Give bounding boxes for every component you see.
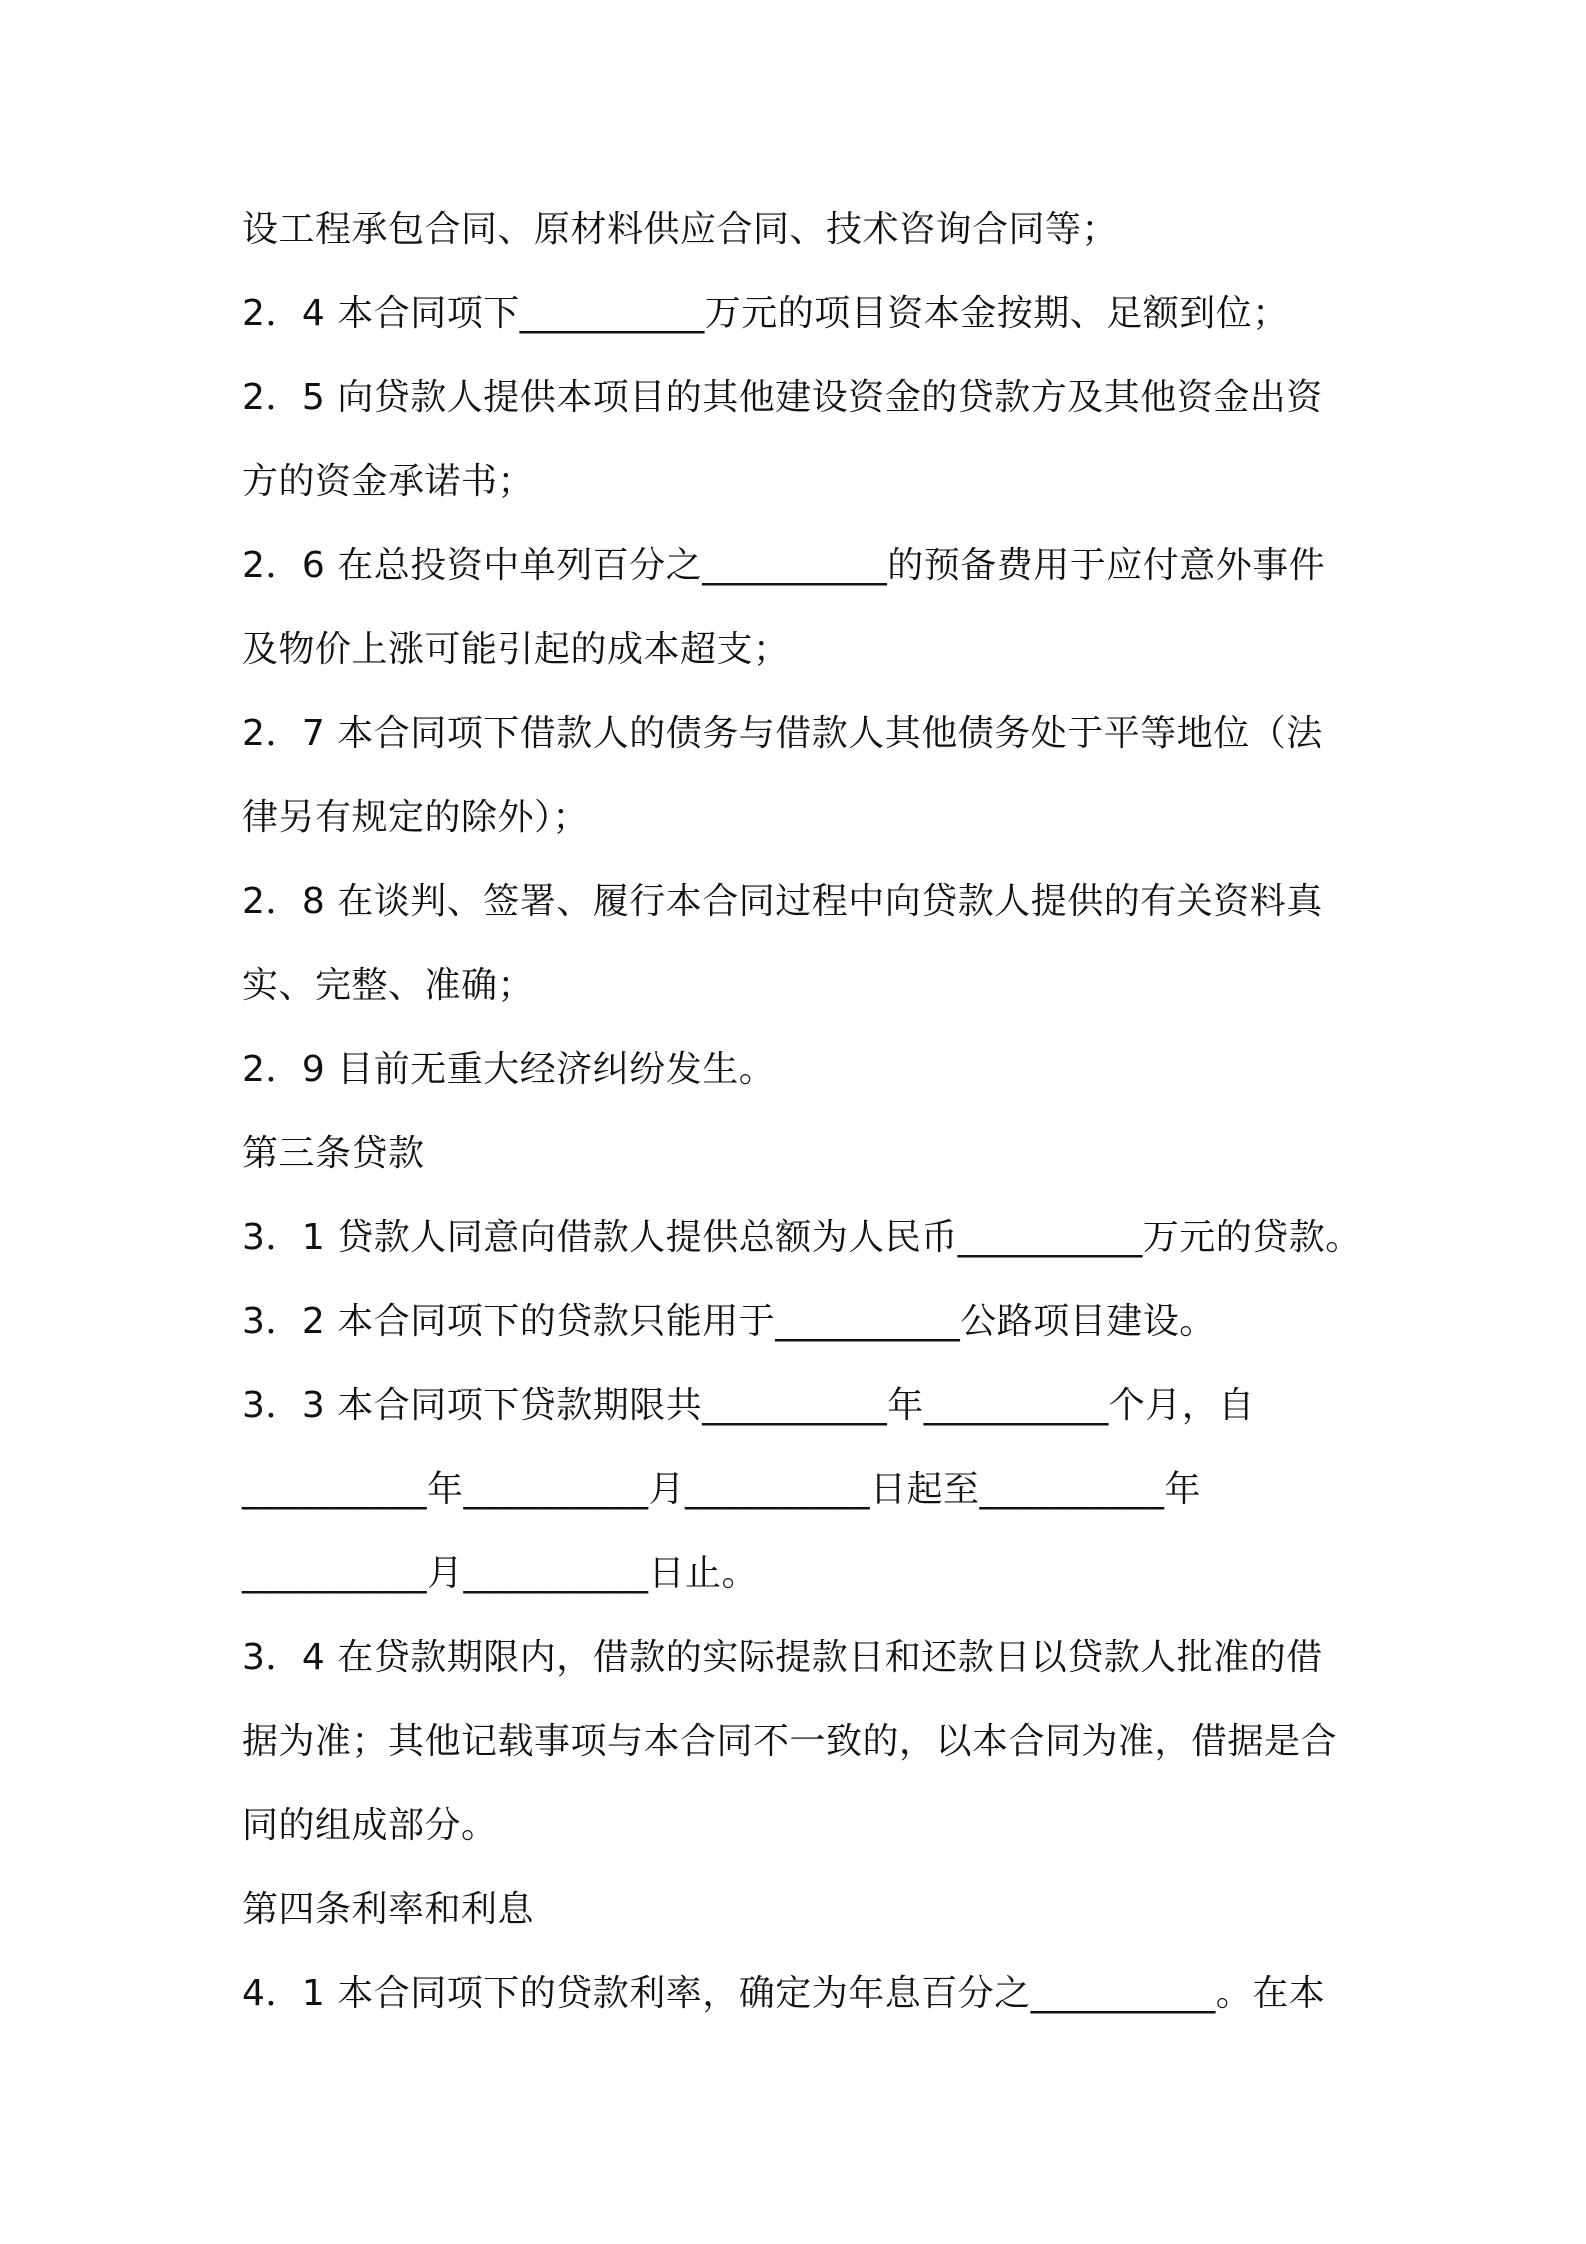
section-heading-3: 第三条贷款 <box>242 1133 425 1174</box>
section-heading-4: 第四条利率和利息 <box>242 1889 535 1930</box>
clause-2-9: 2．9 目前无重大经济纠纷发生。 <box>242 1049 776 1090</box>
clause-4-1: 4．1 本合同项下的贷款利率，确定为年息百分之__________。在本 <box>242 1973 1326 2014</box>
clause-3-4: 3．4 在贷款期限内，借款的实际提款日和还款日以贷款人批准的借 <box>242 1637 1323 1678</box>
text-line: 设工程承包合同、原材料供应合同、技术咨询合同等； <box>242 209 1119 250</box>
text-line: 及物价上涨可能引起的成本超支； <box>242 629 790 670</box>
text-line: 律另有规定的除外）； <box>242 797 590 838</box>
clause-2-5: 2．5 向贷款人提供本项目的其他建设资金的贷款方及其他资金出资 <box>242 377 1323 418</box>
clause-2-4: 2．4 本合同项下__________万元的项目资本金按期、足额到位； <box>242 293 1289 334</box>
clause-2-6: 2．6 在总投资中单列百分之__________的预备费用于应付意外事件 <box>242 545 1326 586</box>
text-line: 方的资金承诺书； <box>242 461 535 502</box>
clause-3-1: 3．1 贷款人同意向借款人提供总额为人民币__________万元的贷款。 <box>242 1217 1362 1258</box>
clause-2-7: 2．7 本合同项下借款人的债务与借款人其他债务处于平等地位（法 <box>242 713 1323 754</box>
clause-3-3: 3．3 本合同项下贷款期限共__________年__________个月，自 <box>242 1385 1255 1426</box>
clause-2-8: 2．8 在谈判、签署、履行本合同过程中向贷款人提供的有关资料真 <box>242 881 1323 922</box>
clause-3-2: 3．2 本合同项下的贷款只能用于__________公路项目建设。 <box>242 1301 1216 1342</box>
text-line: __________年__________月__________日起至__________年 <box>242 1469 1202 1510</box>
text-line: 据为准；其他记载事项与本合同不一致的，以本合同为准，借据是合 <box>242 1721 1338 1762</box>
text-line: __________月__________日止。 <box>242 1553 759 1594</box>
text-line: 实、完整、准确； <box>242 965 535 1006</box>
text-line: 同的组成部分。 <box>242 1805 498 1846</box>
